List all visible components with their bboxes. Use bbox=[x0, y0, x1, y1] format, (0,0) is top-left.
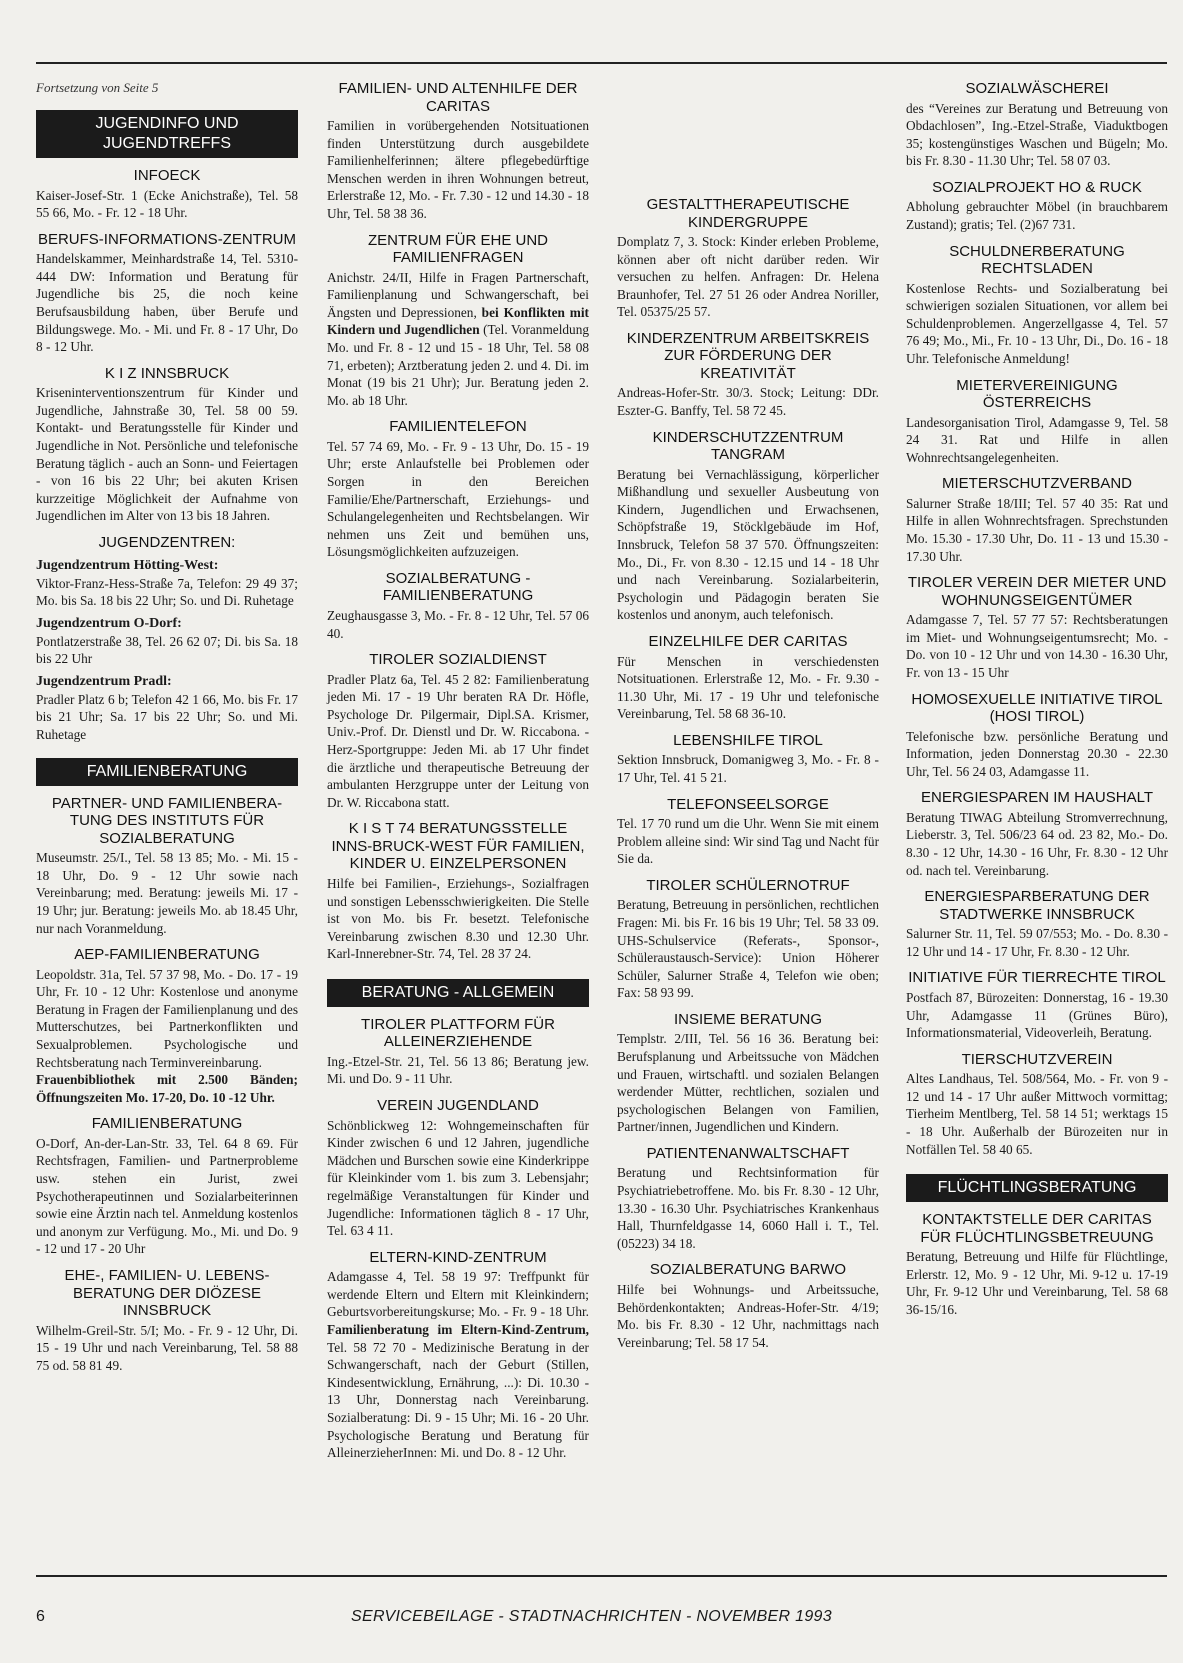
entry-heading: VEREIN JUGENDLAND bbox=[377, 1097, 539, 1115]
entry-text: Hilfe bei Familien-, Erziehungs-, Sozialfragen und sonstigen Lebensschwierigkeiten. Die Stelle ist von Mo. bis Fr. besetzt. Telefonische Vereinbarung zwischen 8.30 und 12.30 Uhr. Karl-Innerebner-Str. 74, Tel. 28 37 24. bbox=[327, 875, 589, 962]
entry-text: Schönblickweg 12: Wohngemeinschaften für Kinder zwischen 6 und 12 Jahren, jugendliche Mädchen und Burschen sowie eine Kinderkrippe für Kleinkinder vom 1. bis zum 3. Lebensjahr; regelmäßige Veranstaltungen für Kinder und Jugendliche: Informationen täglich 8 - 17 Uhr, Tel. 63 4 11. bbox=[327, 1117, 589, 1239]
entry-text: Beratung TIWAG Abteilung Stromverrechnung, Lieberstr. 3, Tel. 506/23 64 od. 23 82, Mo.- Do. 8.30 - 12 Uhr, 14.30 - 16 Uhr, Fr. 8.30 - 12 Uhr od. nach tel. Vereinbarung. bbox=[906, 809, 1168, 878]
entry-text: Kostenlose Rechts- und Sozialberatung bei schwierigen sozialen Situationen, vor allem bei Schuldenproblemen. Angerzellgasse 4, Tel. 57 76 49; Mo., Mi., Fr. 10 - 13 Uhr, Di., Do. 16 - 18 Uhr. Telefonische Anmeldung! bbox=[906, 280, 1168, 366]
entry-heading: INITIATIVE FÜR TIERRECHTE TIROL bbox=[908, 969, 1166, 987]
section-band-jugend: JUGENDINFO UND JUGENDTREFFS bbox=[36, 110, 298, 158]
entry-heading: KONTAKTSTELLE DER CARITAS FÜR FLÜCHTLINGSBETREUUNG bbox=[920, 1211, 1154, 1246]
entry-heading: MIETERSCHUTZVERBAND bbox=[941, 475, 1132, 493]
entry-text-bold: Frauenbibliothek mit 2.500 Bänden; Öffnungszeiten Mo. 17-20, Do. 10 -12 Uhr. bbox=[36, 1072, 298, 1105]
entry-text: Pradler Platz 6a, Tel. 45 2 82: Familienberatung jeden Mi. 17 - 19 Uhr beraten RA Dr. Höfle, Psychologe Dr. Pilgermair, Dipl.SA. Krismer, Univ.-Prof. Dr. Dienstl und Dr. W. Riccabona. - Herz-Sportgruppe: Jeden Mi. ab 17 Uhr findet die ärztliche und therapeutische Betreuung der ambulanten Herzgruppe unter der Leitung von Dr. W. Riccabona statt. bbox=[327, 671, 589, 810]
entry-heading: TIROLER SCHÜLERNOTRUF bbox=[646, 876, 850, 894]
entry-text: Handelskammer, Meinhardstraße 14, Tel. 5310-444 DW: Information und Beratung für Jugendliche bis 25, die noch keine Berufsausbildung haben, über Berufe und Bildungswege. Mo. - Mi. und Fr. 8 - 17 Uhr, Do 8 - 12 Uhr. bbox=[36, 251, 298, 355]
column-2 bbox=[327, 80, 589, 1462]
entry-text: O-Dorf, An-der-Lan-Str. 33, Tel. 64 8 69. Für Rechtsfragen, Familien- und Partnerprobleme usw. stehen ein Jurist, zwei Psychotherapeutinnen und Sozialarbeiterinnen sowie eine Ärztin nach tel. Anmeldung kostenlos und anonym zur Verfügung. Mo., Mi. und Do. 9 - 12 und 17 - 20 Uhr bbox=[36, 1135, 298, 1257]
entry-heading: TIERSCHUTZVEREIN bbox=[961, 1050, 1113, 1068]
entry-text: Abholung gebrauchter Möbel (in brauchbarem Zustand); gratis; Tel. (2)67 731. bbox=[906, 199, 1168, 232]
entry-text: Landesorganisation Tirol, Adamgasse 9, Tel. 58 24 31. Rat und Hilfe in allen Wohnrechtsangelegenheiten. bbox=[906, 414, 1168, 465]
continuation-note: Fortsetzung von Seite 5 bbox=[36, 80, 159, 95]
entry-heading: K I Z INNSBRUCK bbox=[104, 364, 230, 382]
entry-heading: SOZIALWÄSCHEREI bbox=[965, 80, 1109, 97]
entry-heading: ZENTRUM FÜR EHE UND FAMILIENFRAGEN bbox=[368, 231, 548, 267]
entry-heading: INFOECK bbox=[133, 167, 201, 184]
entry-heading: SOZIALBERATUNG - FAMILIENBERATUNG bbox=[382, 569, 534, 605]
entry-text: Kriseninterventionszentrum für Kinder und Jugendliche, Jahnstraße 30, Tel. 58 00 59. Kontakt- und Beratungsstelle für Kinder und Jugendliche in Not. Persönliche und telefonische Beratung täglich - auch an Sonn- und Feiertagen - von 16 bis 22 Uhr; bei akuten Krisen kurzzeitige Möglichkeit der Aufnahme von Jugendlichen im Alter von 13 bis 18 Jahren. bbox=[36, 385, 298, 524]
entry-text: Adamgasse 7, Tel. 57 77 57: Rechtsberatungen im Miet- und Wohnungseigentumsrecht; Mo. - Do. von 10 - 12 Uhr und von 14.30 - 16.30 Uhr, Fr. von 13 - 15 Uhr bbox=[906, 612, 1168, 680]
section-band-familie: FAMILIENBERATUNG bbox=[36, 758, 298, 786]
entry-text: Tel. 57 74 69, Mo. - Fr. 9 - 13 Uhr, Do. 15 - 19 Uhr; erste Anlaufstelle bei Problemen oder Sorgen in den Bereichen Familie/Ehe/Partnerschaft, Erziehungs- und Schulangelegenheiten und Rechtsbelangen. Wir nehmen uns Zeit und bemühen uns, Lösungsmöglichkeiten aufzuzeigen. bbox=[327, 438, 589, 560]
footer-title: SERVICEBEILAGE - STADTNACHRICHTEN - NOVEMBER 1993 bbox=[351, 1608, 832, 1625]
subheading: Jugendzentrum O-Dorf: bbox=[36, 615, 182, 631]
entry-text: Leopoldstr. 31a, Tel. 57 37 98, Mo. - Do. 17 - 19 Uhr, Fr. 10 - 12 Uhr: Kostenlose und anonyme Beratung in Fragen der Familienplanung und des Mutterschutzes, bei Partnerkonflikten und Sexualproblemen. Psychologische und Rechtsberatung nach Terminvereinbarung. bbox=[36, 966, 298, 1070]
subheading: Jugendzentrum Pradl: bbox=[36, 673, 172, 689]
entry-text: Salurner Str. 11, Tel. 59 07/553; Mo. - Do. 8.30 - 12 Uhr und 14 - 17 Uhr, Fr. 8.30 - 12 Uhr. bbox=[906, 926, 1168, 959]
entry-heading: BERUFS-INFORMATIONS-ZENTRUM bbox=[37, 230, 297, 248]
entry-heading: MIETERVEREINIGUNG ÖSTERREICHS bbox=[956, 376, 1118, 412]
section-band-allgemein: BERATUNG - ALLGEMEIN bbox=[327, 979, 589, 1007]
entry-text: Viktor-Franz-Hess-Straße 7a, Telefon: 29 49 37; Mo. bis Sa. 18 bis 22 Uhr; So. und Di. Ruhetage bbox=[36, 575, 298, 609]
entry-text: Domplatz 7, 3. Stock: Kinder erleben Probleme, können aber oft nicht darüber reden. Wir versuchen zu helfen. Anfragen: Dr. Helena Braunhofer, Tel. 27 51 26 oder Andrea Noriller, Tel. 05375/25 57. bbox=[617, 234, 879, 320]
entry-text: Postfach 87, Bürozeiten: Donnerstag, 16 - 19.30 Uhr, Adamgasse 11 (Grünes Büro), Informationsmaterial, Videoverleih, Beratung. bbox=[906, 989, 1168, 1041]
section-band-fluechtling: FLÜCHTLINGSBERATUNG bbox=[906, 1174, 1168, 1202]
entry-heading: ENERGIESPARBERATUNG DER STADTWERKE INNSBRUCK bbox=[924, 888, 1150, 923]
entry-heading: HOMOSEXUELLE INITIATIVE TIROL (HOSI TIROL) bbox=[911, 690, 1163, 726]
entry-heading: SCHULDNERBERATUNG RECHTSLADEN bbox=[949, 242, 1125, 278]
entry-text: Familien in vorübergehenden Notsituationen finden Unterstützung durch ausgebildete Familienhelferinnen; ältere pflegebedürftige Menschen werden in ihren Wohnungen betreut, Erlerstraße 12, Mo. - Fr. 7.30 - 12 und 14.30 - 18 Uhr, Tel. 58 38 36. bbox=[327, 118, 589, 221]
column-4 bbox=[906, 80, 1168, 1319]
entry-text: Beratung und Rechtsinformation für Psychiatriebetroffene. Mo. bis Fr. 8.30 - 12 Uhr, 13.30 - 16.30 Uhr. Psychiatrisches Krankenhaus Hall, Thurnfeldgasse 14, 6060 Hall i. T., Tel. (05223) 34 18. bbox=[617, 1165, 879, 1251]
entry-heading: EINZELHILFE DER CARITAS bbox=[648, 633, 848, 650]
entry-text-bold: bei Konflikten mit Kindern und Jugendlichen bbox=[327, 304, 589, 338]
entry-heading: EHE-, FAMILIEN- U. LEBENS-BERATUNG DER DIÖZESE INNSBRUCK bbox=[64, 1267, 270, 1320]
entry-text-part: Anichstr. 24/II, Hilfe in Fragen Partnerschaft, Familienplanung und Schwangerschaft, bei Ängsten und Depressionen, bbox=[327, 269, 589, 320]
entry-text: Pontlatzerstraße 38, Tel. 26 62 07; Di. bis Sa. 18 bis 22 Uhr bbox=[36, 633, 298, 667]
entry-text: des “Vereines zur Beratung und Betreuung von Obdachlosen”, Ing.-Etzel-Straße, Viaduktbogen 35; kostengünstiges Waschen und Bügeln; Mo. bis Fr. 8.30 - 11.30 Uhr; Tel. 58 07 03. bbox=[906, 100, 1168, 169]
entry-text: Sektion Innsbruck, Domanigweg 3, Mo. - Fr. 8 - 17 Uhr, Tel. 41 5 21. bbox=[617, 752, 879, 785]
entry-heading: LEBENSHILFE TIROL bbox=[673, 731, 823, 749]
entry-heading: TIROLER PLATTFORM FÜR ALLEINERZIEHENDE bbox=[361, 1015, 555, 1051]
bottom-rule bbox=[36, 1575, 1167, 1577]
entry-heading: KINDERSCHUTZZENTRUM TANGRAM bbox=[652, 428, 844, 464]
entry-text: Beratung bei Vernachlässigung, körperlicher Mißhandlung und sexueller Ausbeutung von Kindern, Jugendlichen und Erwachsenen, Schöpfstraße 19, Stöcklgebäude im Hof, Innsbruck, Telefon 58 37 570. Öffnungszeiten: Mo., Di., Fr. von 8.30 - 12.15 und 14 - 18 Uhr und nach Vereinbarung. Sozialarbeiterin, Psychologin und Pädagogin beraten Sie kostenlos und anonym, auch telefonisch. bbox=[617, 466, 879, 623]
entry-heading: INSIEME BERATUNG bbox=[673, 1010, 823, 1028]
entry-text: Ing.-Etzel-Str. 21, Tel. 56 13 86; Beratung jew. Mi. und Do. 9 - 11 Uhr. bbox=[327, 1053, 589, 1087]
entry-heading: AEP-FAMILIENBERATUNG bbox=[74, 946, 260, 964]
entry-heading: KINDERZENTRUM ARBEITSKREIS ZUR FÖRDERUNG DER KREATIVITÄT bbox=[626, 329, 870, 382]
entry-heading: K I S T 74 BERATUNGSSTELLE INNS-BRUCK-WEST FÜR FAMILIEN, KINDER U. EINZELPERSONEN bbox=[331, 820, 585, 873]
entry-text: Wilhelm-Greil-Str. 5/I; Mo. - Fr. 9 - 12 Uhr, Di. 15 - 19 Uhr und nach Vereinbarung, Tel. 58 88 75 od. 58 81 49. bbox=[36, 1322, 298, 1373]
column-1 bbox=[36, 80, 298, 1374]
entry-text-part: Adamgasse 4, Tel. 58 19 97: Treffpunkt für werdende Eltern und Eltern mit Kleinkindern; Geburtsvorbereitungskurse; Mo. - Fr. 9 - 18 Uhr. bbox=[327, 1269, 589, 1320]
entry-heading: TELEFONSEELSORGE bbox=[667, 795, 829, 813]
entry-heading: FAMILIENTELEFON bbox=[389, 418, 527, 436]
subheading: Jugendzentrum Hötting-West: bbox=[36, 557, 219, 573]
entry-text: Pradler Platz 6 b; Telefon 42 1 66, Mo. bis Fr. 17 bis 21 Uhr; Sa. 17 bis 22 Uhr; So. und Mi. Ruhetage bbox=[36, 691, 298, 743]
entry-text: Beratung, Betreuung in persönlichen, rechtlichen Fragen: Mi. bis Fr. 16 bis 19 Uhr; Tel. 58 33 09. UHS-Schulservice (Referats-, Sponsor-, Schüleraustausch-Service): Union Höherer Schüler, Salurner Straße 4, Telefon wie oben; Fax: 58 93 99. bbox=[617, 897, 879, 1001]
entry-text: Beratung, Betreuung und Hilfe für Flüchtlinge, Erlerstr. 12, Mo. 9 - 12 Uhr, Mi. 9-12 u. 17-19 Uhr, Fr. 9-12 Uhr und Vereinbarung, Tel. 58 68 36-15/16. bbox=[906, 1249, 1168, 1317]
entry-heading: SOZIALPROJEKT HO & RUCK bbox=[932, 178, 1142, 196]
entry-heading: TIROLER SOZIALDIENST bbox=[369, 651, 547, 669]
page-footer bbox=[0, 1608, 1183, 1632]
entry-heading: FAMILIEN- UND ALTENHILFE DER CARITAS bbox=[338, 80, 578, 115]
entry-text: Hilfe bei Wohnungs- und Arbeitssuche, Behördenkontakten; Andreas-Hofer-Str. 4/19; Mo. bis Fr. 8.30 - 12 Uhr, nachmittags nach Vereinbarung; Tel. 58 17 54. bbox=[617, 1281, 879, 1350]
page-number: 6 bbox=[36, 1608, 45, 1625]
entry-text-bold: Familienberatung im Eltern-Kind-Zentrum, bbox=[327, 1322, 589, 1337]
entry-text: Altes Landhaus, Tel. 508/564, Mo. - Fr. von 9 - 12 und 14 - 17 Uhr außer Mittwoch vormittag; Tierheim Mentlberg, Tel. 58 14 51; werktags 15 - 18 Uhr. Außerhalb der Bürozeiten nur in Notfällen Tel. 58 40 65. bbox=[906, 1071, 1168, 1157]
entry-text: Für Menschen in verschiedensten Notsituationen. Erlerstraße 12, Mo. - Fr. 9.30 - 11.30 Uhr, Mi. 17 - 19 Uhr und telefonische Vereinbarung, Tel. 58 68 36-10. bbox=[617, 653, 879, 722]
entry-text: Templstr. 2/III, Tel. 56 16 36. Beratung bei: Berufsplanung und Arbeitssuche von Mädchen und Frauen, wirtschaftl. und sozialen Belangen werdender Mütter, rechtlichen, sozialen und psychologischen Belangen von Familien, Partner/innen, Jugendlichen und Kindern. bbox=[617, 1031, 879, 1135]
entry-text: Andreas-Hofer-Str. 30/3. Stock; Leitung: DDr. Eszter-G. Banffy, Tel. 58 72 45. bbox=[617, 385, 879, 419]
entry-heading: JUGENDZENTREN: bbox=[98, 534, 236, 551]
entry-text-part: Tel. 58 72 70 - Medizinische Beratung in der Schwangerschaft, nach der Geburt (Stillen, Kindesentwicklung, Ernährung, ...): Di. 10.30 - 13 Uhr, Donnerstag nach Vereinbarung. Sozialberatung: Di. 9 - 15 Uhr; Mi. 16 - 20 Uhr. Psychologische Beratung und Beratung für AlleinerzieherInnen: Mi. und Do. 8 - 12 Uhr. bbox=[327, 1339, 589, 1461]
entry-text bbox=[327, 269, 589, 410]
entry-text: Salurner Straße 18/III; Tel. 57 40 35: Rat und Hilfe in allen Wohnrechtsfragen. Sprechstunden Mo. 15.30 - 17.30 Uhr, Do. 11 - 13 und 15.30 - 17.30 Uhr. bbox=[906, 495, 1168, 564]
entry-heading: FAMILIENBERATUNG bbox=[91, 1115, 243, 1133]
entry-text: Zeughausgasse 3, Mo. - Fr. 8 - 12 Uhr, Tel. 57 06 40. bbox=[327, 607, 589, 641]
column-3 bbox=[617, 196, 879, 1351]
entry-heading: PARTNER- UND FAMILIENBERA-TUNG DES INSTITUTS FÜR SOZIALBERATUNG bbox=[51, 794, 283, 847]
entry-heading: SOZIALBERATUNG BARWO bbox=[649, 1261, 847, 1279]
entry-text: Museumstr. 25/I., Tel. 58 13 85; Mo. - Mi. 15 - 18 Uhr, Do. 9 - 12 Uhr sowie nach Vereinbarung; med. Beratung: jeweils Mi. 17 - 19 Uhr; jur. Beratung: jeweils Mo. ab 18.45 Uhr, nur nach Voranmeldung. bbox=[36, 850, 298, 936]
entry-heading: GESTALTTHERAPEUTISCHE KINDERGRUPPE bbox=[646, 196, 850, 231]
entry-heading: TIROLER VEREIN DER MIETER UND WOHNUNGSEIGENTÜMER bbox=[907, 574, 1167, 609]
entry-text: Tel. 17 70 rund um die Uhr. Wenn Sie mit einem Problem alleine sind: Wir sind Tag und Nacht für Sie da. bbox=[617, 816, 879, 867]
entry-heading: ELTERN-KIND-ZENTRUM bbox=[369, 1248, 547, 1266]
entry-text bbox=[327, 1268, 589, 1462]
top-rule bbox=[36, 62, 1167, 64]
entry-text: Kaiser-Josef-Str. 1 (Ecke Anichstraße), Tel. 58 55 66, Mo. - Fr. 12 - 18 Uhr. bbox=[36, 187, 298, 221]
entry-text-part: (Tel. Voranmeldung Mo. und Fr. 8 - 12 und 15 - 18 Uhr, Tel. 58 08 71, erbeten); Arztberatung jeden 2. und 4. Di. im Monat (19 bis 21 Uhr); Jur. Beratung jeden 2. Mo. ab 18 Uhr. bbox=[327, 322, 589, 408]
entry-heading: ENERGIESPAREN IM HAUSHALT bbox=[921, 789, 1153, 807]
entry-heading: PATIENTENANWALTSCHAFT bbox=[646, 1144, 850, 1162]
entry-text: Telefonische bzw. persönliche Beratung und Information, jeden Donnerstag 20.30 - 22.30 Uhr, Tel. 56 24 03, Adamgasse 11. bbox=[906, 728, 1168, 779]
